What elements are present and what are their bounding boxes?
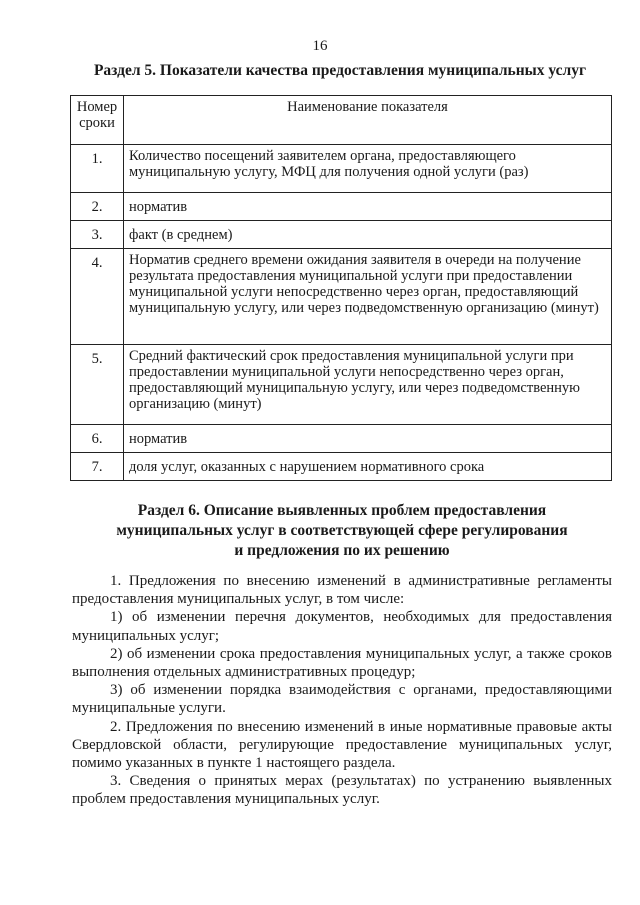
row-text: факт (в среднем) <box>124 221 612 249</box>
indicators-table <box>70 95 612 481</box>
row-text: норматив <box>124 193 612 221</box>
row-number: 1. <box>71 145 124 193</box>
section6-title-line: муниципальных услуг в соответствующей сфере регулирования <box>116 522 568 539</box>
page-number: 16 <box>312 38 328 54</box>
table-row <box>71 345 612 425</box>
paragraph: 3. Сведения о принятых мерах (результатах) по устранению выявленных проблем предоставления муниципальных услуг. <box>72 773 612 808</box>
row-number: 4. <box>71 249 124 345</box>
section6-body <box>72 572 612 809</box>
row-number: 5. <box>71 345 124 425</box>
row-text: Количество посещений заявителем органа, предоставляющего муниципальную услугу, МФЦ для получения одной услуги (раз) <box>124 145 612 193</box>
paragraph: 2. Предложения по внесению изменений в иные нормативные правовые акты Свердловской области, регулирующие предоставление муниципальных услуг, помимо указанных в пункте 1 настоящего раздела. <box>72 718 612 772</box>
table-row <box>71 425 612 453</box>
section5-title: Раздел 5. Показатели качества предоставления муниципальных услуг <box>93 62 587 79</box>
row-text: Норматив среднего времени ожидания заявителя в очереди на получение результата предоставления муниципальной услуги при предоставлении муниципальной услуги непосредственно через орган, предоставляющий муниципальную услугу, или через подведомственную организацию (минут) <box>124 249 612 345</box>
section6-title-line: и предложения по их решению <box>234 542 450 559</box>
row-number: 2. <box>71 193 124 221</box>
row-text: Средний фактический срок предоставления муниципальной услуги при предоставлении муниципальной услуги непосредственно через орган, предоставляющий муниципальную услугу, или через подведомственную организацию (минут) <box>124 345 612 425</box>
row-number: 7. <box>71 453 124 481</box>
table-header-row <box>71 96 612 145</box>
row-number: 6. <box>71 425 124 453</box>
table-row <box>71 453 612 481</box>
paragraph: 1. Предложения по внесению изменений в административные регламенты предоставления муниципальных услуг, в том числе: <box>72 573 612 608</box>
paragraph: 2) об изменении срока предоставления муниципальных услуг, а также сроков выполнения отдельных административных процедур; <box>72 645 612 681</box>
table-row <box>71 249 612 345</box>
table-row <box>71 145 612 193</box>
section6-title-line: Раздел 6. Описание выявленных проблем предоставления <box>137 502 547 519</box>
header-number: Номер сроки <box>71 96 124 145</box>
row-number: 3. <box>71 221 124 249</box>
section6-title <box>70 501 614 561</box>
paragraph: 1) об изменении перечня документов, необходимых для предоставления муниципальных услуг; <box>72 609 612 644</box>
row-text: доля услуг, оказанных с нарушением нормативного срока <box>124 453 612 481</box>
row-text: норматив <box>124 425 612 453</box>
paragraph: 3) об изменении порядка взаимодействия с органами, предоставляющими муниципальные услуги. <box>72 682 612 717</box>
table-row <box>71 193 612 221</box>
table-row <box>71 221 612 249</box>
header-indicator-name: Наименование показателя <box>124 96 612 145</box>
